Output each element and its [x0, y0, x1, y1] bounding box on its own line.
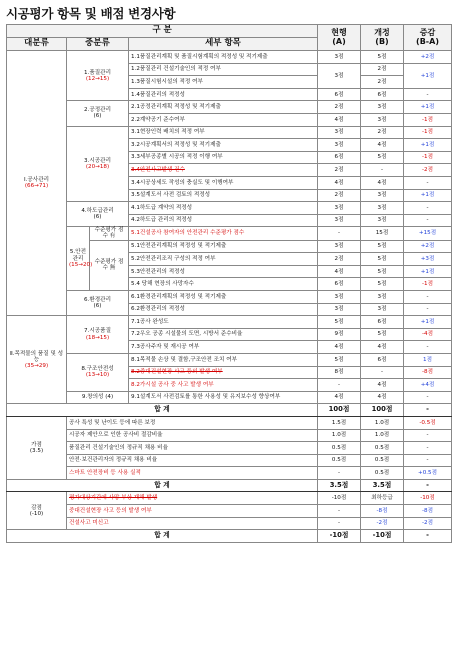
- row-item: 9.1설계도서 사전검토를 통한 사용성 및 유지보수성 향상여부: [129, 391, 318, 404]
- row-item: 1.3품질시험시설의 적정 여부: [129, 76, 318, 89]
- row-delta: -10점: [404, 492, 452, 505]
- row-delta: -1점: [404, 113, 452, 126]
- row-current: 3점: [318, 240, 361, 253]
- row-current: 0.5점: [318, 454, 361, 467]
- total-delta: -: [404, 479, 452, 492]
- row-item: 품질관리 건설기술인의 정규직 채용 비율: [67, 442, 318, 455]
- row-delta: -: [404, 341, 452, 354]
- row-current: 3점: [318, 214, 361, 227]
- total-revised: 100점: [361, 404, 404, 417]
- table-row: [7, 227, 452, 240]
- row-revised: 4점: [361, 139, 404, 152]
- row-revised: 4점: [361, 341, 404, 354]
- table-row: [7, 202, 452, 215]
- row-delta: -: [404, 88, 452, 101]
- row-delta: -: [404, 454, 452, 467]
- row-delta: -: [404, 429, 452, 442]
- row-revised: 2점: [361, 63, 404, 76]
- row-revised: 3점: [361, 113, 404, 126]
- table-row: [7, 101, 452, 114]
- table-row: [7, 517, 452, 530]
- row-revised: 최하등급: [361, 492, 404, 505]
- row-delta: -1점: [404, 278, 452, 291]
- row-revised: 6점: [361, 353, 404, 366]
- row-delta: +3점: [404, 253, 452, 266]
- row-item: 8.2가시설 공사 중 사고 발생 여부: [129, 379, 318, 392]
- row-current: 6점: [318, 278, 361, 291]
- row-revised: 3점: [361, 290, 404, 303]
- table-row: [7, 429, 452, 442]
- table-row: [7, 51, 452, 64]
- category-mid: 4.하도급관리 (6): [67, 202, 129, 227]
- row-current: 6점: [318, 151, 361, 164]
- total-row: [7, 479, 452, 492]
- row-current: 4점: [318, 391, 361, 404]
- row-item: 3.2시공계획서의 적정성 및 적기제출: [129, 139, 318, 152]
- row-delta: -: [404, 214, 452, 227]
- row-current: 4점: [318, 176, 361, 189]
- header-current: 현행 (A): [318, 25, 361, 51]
- total-current: 3.5점: [318, 479, 361, 492]
- row-delta: +1점: [404, 265, 452, 278]
- row-item: 7.2우오 공종 시설물의 도면, 시방서 준수비율: [129, 328, 318, 341]
- row-delta: -: [404, 202, 452, 215]
- row-revised: 3점: [361, 101, 404, 114]
- total-revised: -10점: [361, 530, 404, 543]
- header-main: 대분류: [7, 38, 67, 51]
- row-current: 3점: [318, 63, 361, 88]
- row-current: -: [318, 379, 361, 392]
- category-sub: 수준평가 점수 無: [90, 240, 129, 290]
- category-mid: 5.안전 관리 (15→20): [67, 227, 90, 291]
- row-delta: -8점: [404, 366, 452, 379]
- row-current: 1.5점: [318, 416, 361, 429]
- row-item: 2.1공정관리계획 적정성 및 적기제출: [129, 101, 318, 114]
- row-item: 1.4품질관리의 적정성: [129, 88, 318, 101]
- header-delta: 증감 (B-A): [404, 25, 452, 51]
- row-revised: 3점: [361, 189, 404, 202]
- row-current: -: [318, 227, 361, 240]
- row-revised: 2점: [361, 126, 404, 139]
- row-delta: -2점: [404, 164, 452, 177]
- row-revised: 0.5점: [361, 442, 404, 455]
- row-item: 공사 특성 및 난이도 등에 따른 보정: [67, 416, 318, 429]
- row-item: 2.2계약공기 준수여부: [129, 113, 318, 126]
- row-current: 3점: [318, 290, 361, 303]
- row-item: 안전·보건관리자의 정규직 채용 비율: [67, 454, 318, 467]
- category-mid: 3.시공관리 (20→18): [67, 126, 129, 202]
- row-delta: +15점: [404, 227, 452, 240]
- total-current: -10점: [318, 530, 361, 543]
- row-revised: 4점: [361, 391, 404, 404]
- total-label: 합 계: [7, 479, 318, 492]
- table-row: [7, 126, 452, 139]
- row-current: -: [318, 467, 361, 480]
- table-row: [7, 442, 452, 455]
- row-delta: -: [404, 176, 452, 189]
- row-revised: 5점: [361, 151, 404, 164]
- row-current: 6점: [318, 88, 361, 101]
- row-item: 5.2안전관리조직 구성의 적정 여부: [129, 253, 318, 266]
- row-current: -: [318, 505, 361, 518]
- row-revised: 5점: [361, 328, 404, 341]
- row-current: 4점: [318, 265, 361, 278]
- table-row: [7, 316, 452, 329]
- row-revised: -2점: [361, 517, 404, 530]
- table-row: [7, 467, 452, 480]
- row-item: 5.3안전관리의 적정성: [129, 265, 318, 278]
- row-current: 4점: [318, 113, 361, 126]
- row-item: 5.1안전관리계획의 적정성 및 적기제출: [129, 240, 318, 253]
- row-revised: 0.5점: [361, 467, 404, 480]
- header-group: 구 분: [7, 25, 318, 38]
- row-revised: 5점: [361, 265, 404, 278]
- row-delta: -1점: [404, 126, 452, 139]
- row-item: 7.3공사주자 및 재시공 여부: [129, 341, 318, 354]
- table-row: [7, 290, 452, 303]
- row-revised: 3점: [361, 202, 404, 215]
- row-revised: -: [361, 366, 404, 379]
- category-mid: 6.환경관리 (6): [67, 290, 129, 315]
- row-revised: 5점: [361, 278, 404, 291]
- row-item: 8.2중대건설현장 사고 등의 발생 여부: [129, 366, 318, 379]
- row-current: 2점: [318, 253, 361, 266]
- row-delta: -8점: [404, 505, 452, 518]
- row-item: 3.1현장인력 배치의 적정 여부: [129, 126, 318, 139]
- row-delta: -: [404, 290, 452, 303]
- row-delta: -: [404, 442, 452, 455]
- row-current: 3점: [318, 139, 361, 152]
- row-item: 4.1하도급 계약의 적정성: [129, 202, 318, 215]
- row-delta: +1점: [404, 139, 452, 152]
- row-revised: 5점: [361, 253, 404, 266]
- table-row: [7, 505, 452, 518]
- row-revised: 3점: [361, 303, 404, 316]
- category-mid: 2.공정관리 (6): [67, 101, 129, 126]
- row-current: 3점: [318, 303, 361, 316]
- row-current: 2점: [318, 101, 361, 114]
- row-delta: +1점: [404, 316, 452, 329]
- header-revised: 개정 (B): [361, 25, 404, 51]
- header-detail: 세부 항목: [129, 38, 318, 51]
- header-mid: 중분류: [67, 38, 129, 51]
- total-current: 100점: [318, 404, 361, 417]
- row-item: 8.1목적물 손상 및 결함,구조안전 조치 여부: [129, 353, 318, 366]
- row-current: 5점: [318, 353, 361, 366]
- row-current: 2점: [318, 164, 361, 177]
- row-item: 4.2하도급 관리의 적정성: [129, 214, 318, 227]
- row-current: 1.0점: [318, 429, 361, 442]
- row-delta: +1점: [404, 63, 452, 88]
- row-current: 4점: [318, 341, 361, 354]
- row-item: 1.1품질관리계획 및 품질시험계획의 적정성 및 적기제출: [129, 51, 318, 64]
- table-row: [7, 391, 452, 404]
- row-item: 스마트 안전장비 등 사용 실적: [67, 467, 318, 480]
- total-revised: 3.5점: [361, 479, 404, 492]
- row-revised: 15점: [361, 227, 404, 240]
- row-current: 2점: [318, 189, 361, 202]
- row-revised: -: [361, 164, 404, 177]
- row-current: 3점: [318, 202, 361, 215]
- row-delta: +2점: [404, 51, 452, 64]
- row-revised: 4점: [361, 176, 404, 189]
- page-title: 시공평가 항목 및 배점 변경사항: [6, 6, 176, 21]
- row-revised: 6점: [361, 88, 404, 101]
- row-delta: -: [404, 391, 452, 404]
- row-item: 6.2환경관리의 적정성: [129, 303, 318, 316]
- row-revised: 0.5점: [361, 454, 404, 467]
- row-delta: +1점: [404, 101, 452, 114]
- row-current: 3점: [318, 126, 361, 139]
- row-delta: +4점: [404, 379, 452, 392]
- score-table: [6, 24, 452, 543]
- total-label: 합 계: [7, 530, 318, 543]
- table-row: [7, 492, 452, 505]
- row-item: 3.5설계도서 사전 검토의 적정성: [129, 189, 318, 202]
- row-item: 1.2품질관리 건설기술인의 적정 여부: [129, 63, 318, 76]
- category-main2: Ⅱ.목적물의 품질 및 성능 (35→29): [7, 316, 67, 404]
- row-revised: -8점: [361, 505, 404, 518]
- table-row: [7, 353, 452, 366]
- category-mid: 8.구조안전성 (13→10): [67, 353, 129, 391]
- category-main1: Ⅰ.공사관리 (66→71): [7, 51, 67, 316]
- row-current: 8점: [318, 366, 361, 379]
- row-item: 3.4시공상세도 작성의 충실도 및 이행여부: [129, 176, 318, 189]
- total-delta: -: [404, 530, 452, 543]
- row-delta: -: [404, 303, 452, 316]
- category-sub: 수준평가 점수 有: [90, 227, 129, 240]
- row-current: 5점: [318, 316, 361, 329]
- total-delta: -: [404, 404, 452, 417]
- row-current: 3점: [318, 51, 361, 64]
- row-current: 9점: [318, 328, 361, 341]
- row-revised: 5점: [361, 240, 404, 253]
- row-revised: 1.0점: [361, 416, 404, 429]
- row-current: -: [318, 517, 361, 530]
- row-item: 6.1환경관리계획의 적정성 및 적기제출: [129, 290, 318, 303]
- row-current: -10점: [318, 492, 361, 505]
- row-delta: -4점: [404, 328, 452, 341]
- row-item: 5.4 당해 현장의 사망자수: [129, 278, 318, 291]
- row-revised: 1.0점: [361, 429, 404, 442]
- row-revised: 4점: [361, 379, 404, 392]
- row-current: 0.5점: [318, 442, 361, 455]
- row-item: 5.1건설공사 참여자의 안전관리 수준평가 점수: [129, 227, 318, 240]
- category-penalty: 감점 (-10): [7, 492, 67, 530]
- row-item: 시공자 제안으로 인한 공사비 절감비율: [67, 429, 318, 442]
- category-mid: 9.창의성 (4): [67, 391, 129, 404]
- category-mid: 7.시공품질 (18→15): [67, 316, 129, 354]
- row-item: 7.1공사 완성도: [129, 316, 318, 329]
- header-row: [7, 25, 452, 38]
- row-revised: 2점: [361, 76, 404, 89]
- total-row: [7, 530, 452, 543]
- row-delta: -0.5점: [404, 416, 452, 429]
- row-item: 중대건설현장 사고 등의 발생 여부: [67, 505, 318, 518]
- row-item: 건설사고 미신고: [67, 517, 318, 530]
- total-label: 합 계: [7, 404, 318, 417]
- category-mid: 1.품질관리 (12→15): [67, 51, 129, 101]
- row-item: 3.3세부공종별 시공의 적정 이행 여부: [129, 151, 318, 164]
- row-delta: +1점: [404, 189, 452, 202]
- row-revised: 3점: [361, 214, 404, 227]
- row-delta: +0.5점: [404, 467, 452, 480]
- total-row: [7, 404, 452, 417]
- category-bonus: 가점 (3.5): [7, 416, 67, 479]
- row-item: 3.4안전사고발생 건수: [129, 164, 318, 177]
- row-delta: -2점: [404, 517, 452, 530]
- row-delta: 1점: [404, 353, 452, 366]
- row-delta: -1점: [404, 151, 452, 164]
- row-delta: +2점: [404, 240, 452, 253]
- row-revised: 6점: [361, 316, 404, 329]
- row-item: 평가대상기간에 사망·부상 재해 발생: [67, 492, 318, 505]
- table-row: [7, 454, 452, 467]
- row-revised: 5점: [361, 51, 404, 64]
- table-row: [7, 416, 452, 429]
